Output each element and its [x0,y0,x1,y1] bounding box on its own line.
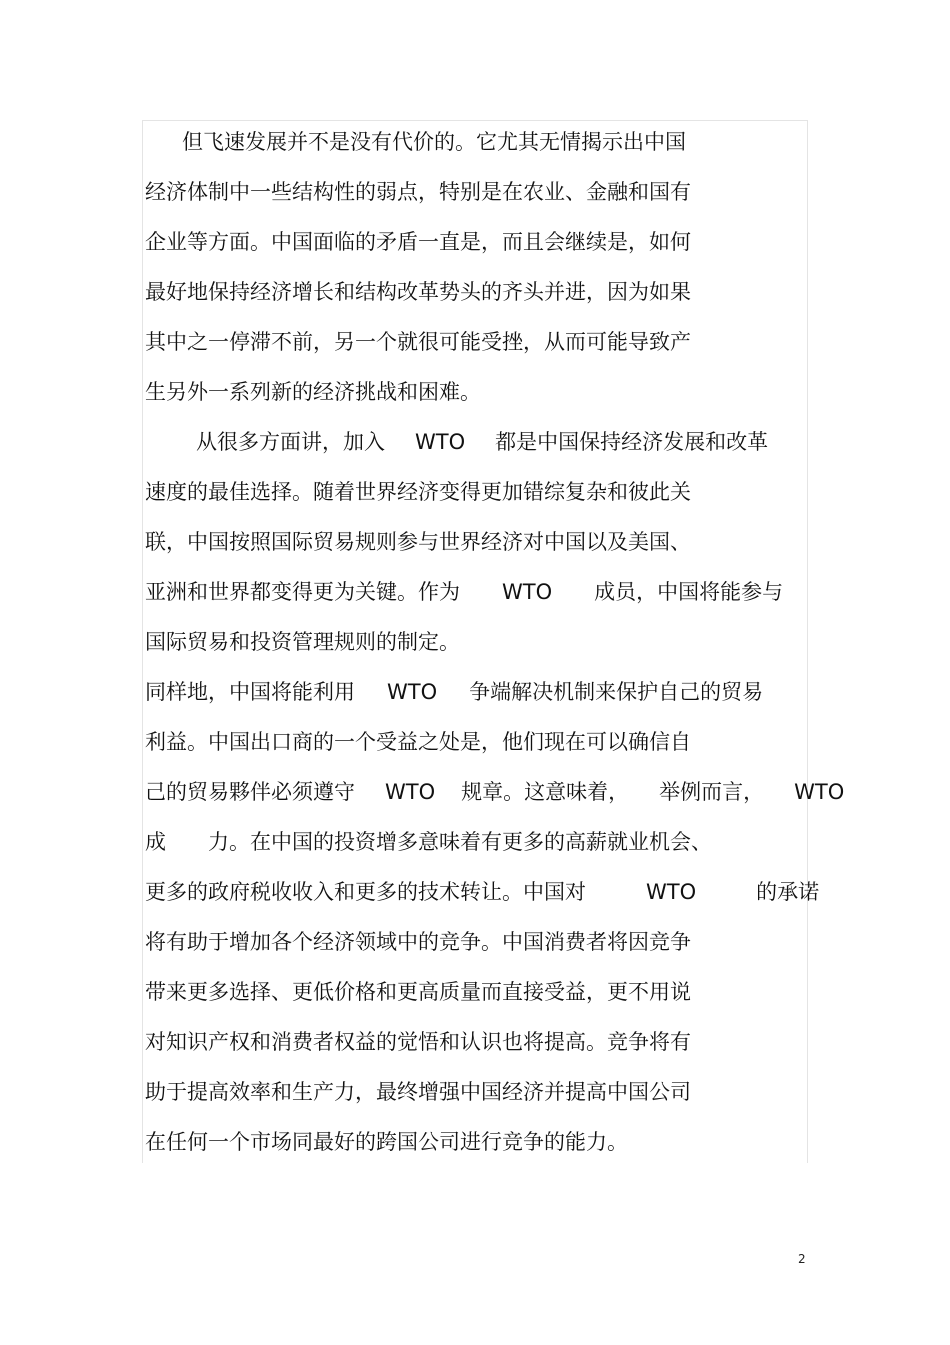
text-segment: WTO [794,780,845,804]
text-segment: 己的贸易夥伴必须遵守 [145,780,355,804]
text-segment: 成员，中国将能参与 [594,580,784,604]
text-segment: 同样地，中国将能利用 [145,680,355,704]
text-line [196,428,768,456]
text-segment: WTO [385,780,436,804]
text-line: 企业等方面。中国面临的矛盾一直是，而且会继续是，如何 [145,230,691,254]
text-line: 对知识产权和消费者权益的觉悟和认识也将提高。竞争将有 [145,1030,691,1054]
text-segment: 规章。这意味着， [461,780,630,804]
text-line: 联，中国按照国际贸易规则参与世界经济对中国以及美国、 [145,530,691,554]
text-segment: 的承诺 [756,880,820,904]
text-line: 生另外一系列新的经济挑战和困难。 [145,380,481,404]
text-segment: WTO [415,430,466,454]
text-line: 带来更多选择、更低价格和更高质量而直接受益，更不用说 [145,980,691,1004]
text-segment: 争端解决机制来保护自己的贸易 [469,680,764,704]
text-line: 速度的最佳选择。随着世界经济变得更加错综复杂和彼此关 [145,480,691,504]
page-number: 2 [798,1252,806,1266]
text-line [145,578,783,606]
text-segment: 更多的政府税收收入和更多的技术转让。中国对 [145,880,586,904]
text-segment: WTO [387,680,438,704]
text-line: 但飞速发展并不是没有代价的。它尤其无情揭示出中国 [182,130,686,154]
text-segment: WTO [502,580,553,604]
text-line: 其中之一停滞不前，另一个就很可能受挫，从而可能导致产 [145,330,691,354]
text-segment: 亚洲和世界都变得更为关键。作为 [145,580,460,604]
text-line [145,778,844,806]
text-segment: 举例而言， [659,780,765,804]
text-line: 利益。中国出口商的一个受益之处是，他们现在可以确信自 [145,730,691,754]
text-segment: 从很多方面讲，加入 [196,430,385,454]
text-segment: WTO [646,880,697,904]
text-segment: 都是中国保持经济发展和改革 [495,430,769,454]
text-segment: 力。在中国的投资增多意味着有更多的高薪就业机会、 [208,830,712,854]
text-line: 在任何一个市场同最好的跨国公司进行竞争的能力。 [145,1130,628,1154]
text-line: 将有助于增加各个经济领域中的竞争。中国消费者将因竞争 [145,930,691,954]
text-line [145,878,819,906]
text-line: 国际贸易和投资管理规则的制定。 [145,630,460,654]
text-line: 经济体制中一些结构性的弱点，特别是在农业、金融和国有 [145,180,691,204]
text-line [145,678,763,706]
text-line [145,828,712,856]
text-segment: 成 [145,830,166,854]
text-line: 最好地保持经济增长和结构改革势头的齐头并进，因为如果 [145,280,691,304]
text-line: 助于提高效率和生产力，最终增强中国经济并提高中国公司 [145,1080,691,1104]
